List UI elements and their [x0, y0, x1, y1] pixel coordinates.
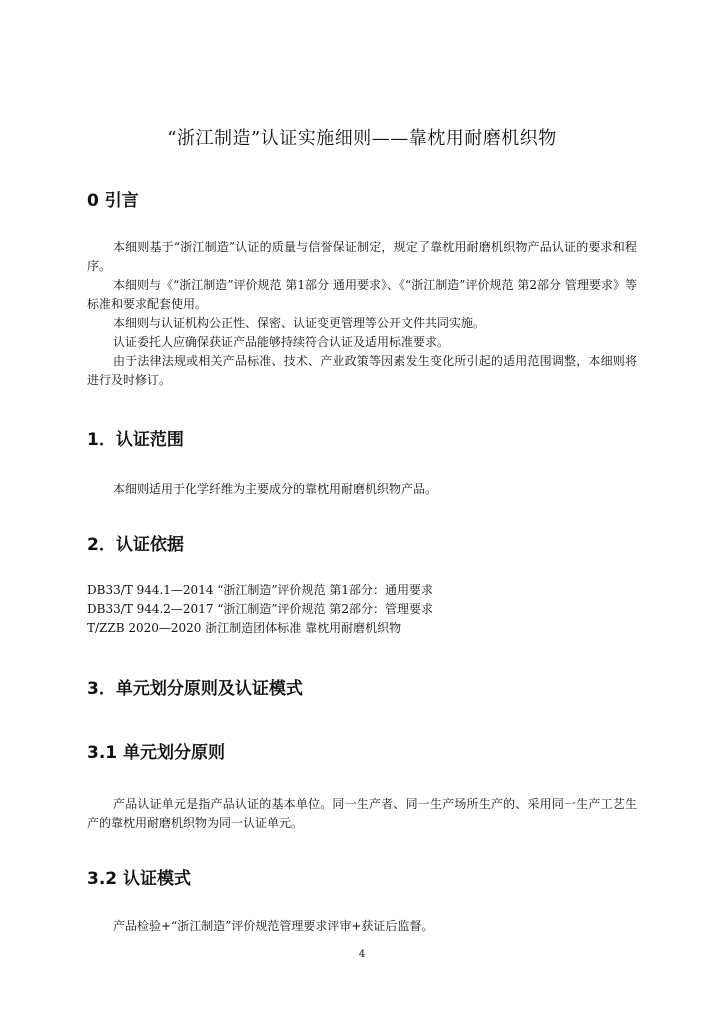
document-title: “浙江制造”认证实施细则——靠枕用耐磨机织物: [167, 128, 557, 149]
mode-paragraph: 产品检验+“浙江制造”评价规范管理要求评审+获证后监督。: [113, 919, 434, 933]
scope-paragraph: 本细则适用于化学纤维为主要成分的靠枕用耐磨机织物产品。: [113, 482, 438, 496]
section-heading-scope: 1．认证范围: [87, 430, 184, 450]
unit-principle-paragraph: 产品认证单元是指产品认证的基本单位。同一生产者、同一生产场所生产的、采用同一生产工艺生产的靠枕用耐磨机织物为同一认证单元。: [87, 797, 637, 830]
intro-paragraph-2: 本细则与《“浙江制造”评价规范 第1部分 通用要求》、《“浙江制造”评价规范 第2部分 管理要求》等标准和要求配套使用。: [87, 278, 637, 311]
reference-item: T/ZZB 2020—2020 浙江制造团体标准 靠枕用耐磨机织物: [87, 621, 402, 635]
intro-paragraph-5: 由于法律法规或相关产品标准、技术、产业政策等因素发生变化所引起的适用范围调整，本细则将进行及时修订。: [87, 354, 637, 387]
section-heading-units: 3．单元划分原则及认证模式: [87, 679, 303, 699]
section-heading-mode: 3.2 认证模式: [87, 869, 192, 889]
section-heading-basis: 2．认证依据: [87, 535, 184, 555]
reference-item: DB33/T 944.2—2017 “浙江制造”评价规范 第2部分：管理要求: [87, 602, 433, 616]
section-heading-unit-principle: 3.1 单元划分原则: [87, 743, 226, 763]
intro-paragraph-1: 本细则基于“浙江制造”认证的质量与信誉保证制定，规定了靠枕用耐磨机织物产品认证的要求和程序。: [87, 240, 637, 273]
intro-paragraph-3: 本细则与认证机构公正性、保密、认证变更管理等公开文件共同实施。: [113, 316, 486, 330]
section-heading-intro: 0 引言: [87, 191, 139, 211]
reference-item: DB33/T 944.1—2014 “浙江制造”评价规范 第1部分：通用要求: [87, 583, 433, 597]
intro-paragraph-4: 认证委托人应确保获证产品能够持续符合认证及适用标准要求。: [113, 335, 450, 349]
page-number: 4: [358, 949, 366, 960]
